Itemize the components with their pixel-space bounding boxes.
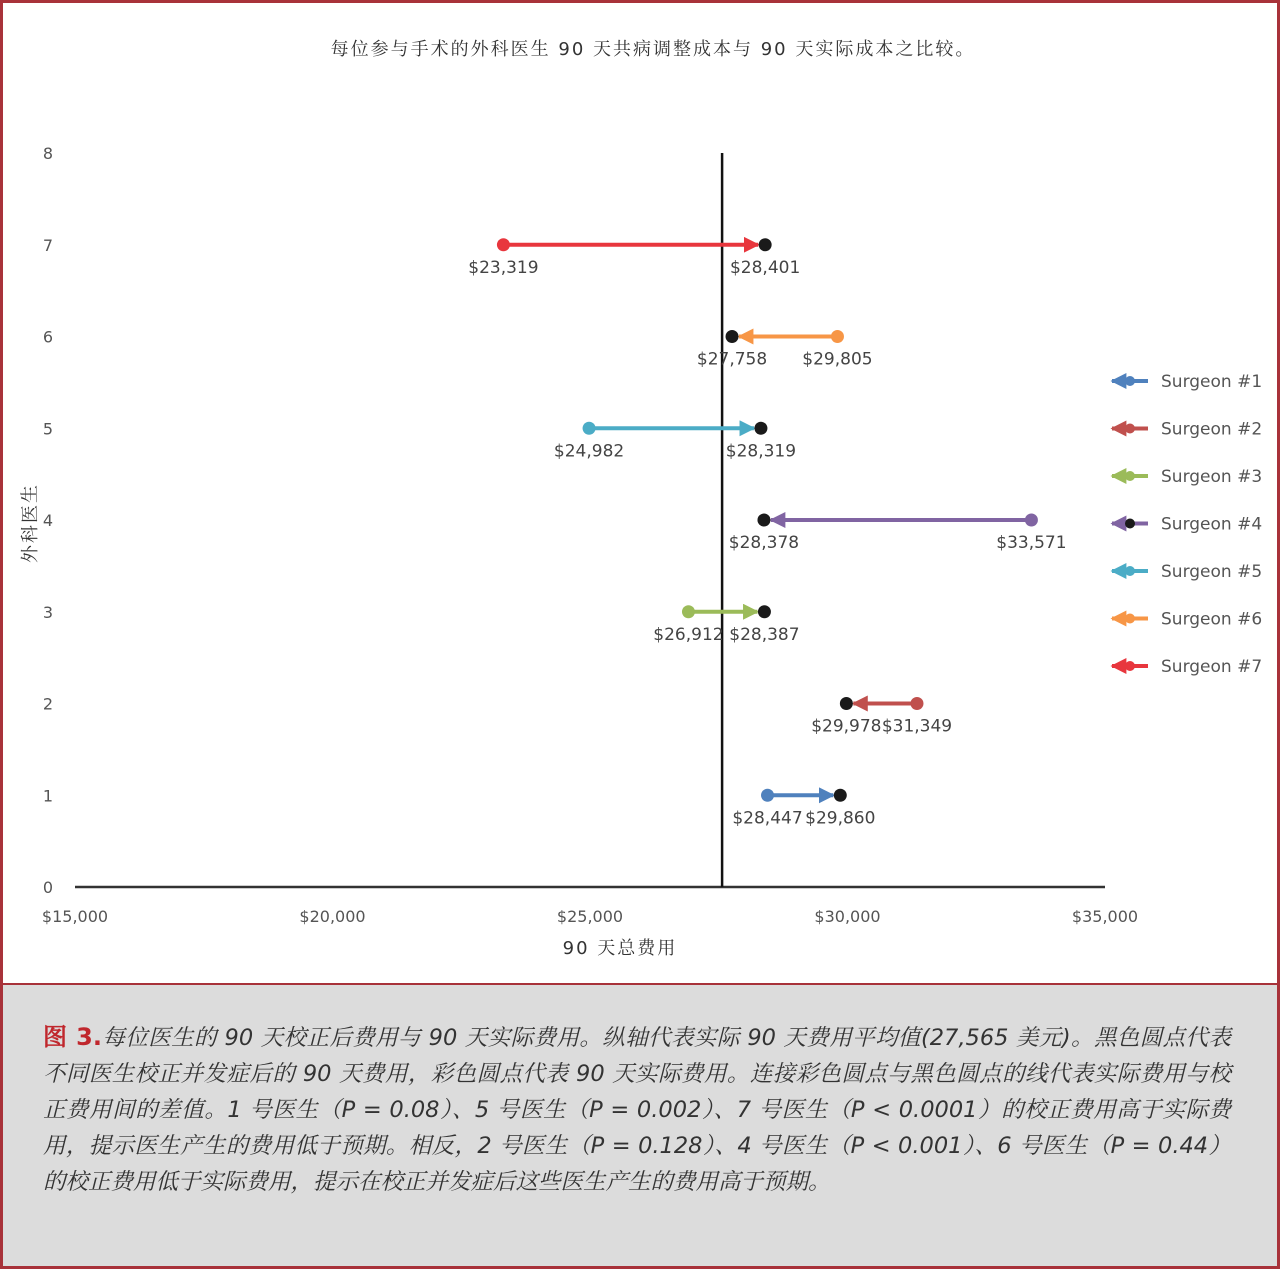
adjusted-cost-label: $28,319 — [725, 441, 797, 462]
y-tick-label: 5 — [42, 419, 54, 439]
legend — [1112, 372, 1262, 677]
adjusted-cost-point — [759, 238, 772, 251]
adjusted-cost-label: $28,401 — [729, 257, 801, 278]
x-axis-title: 90 天总费用 — [562, 938, 678, 959]
actual-cost-point — [761, 789, 774, 802]
chart — [3, 3, 1277, 983]
legend-swatch-dot — [1125, 376, 1135, 386]
adjusted-cost-point — [758, 605, 771, 618]
legend-item — [1112, 515, 1262, 535]
adjusted-cost-label: $27,758 — [696, 349, 768, 370]
legend-item — [1112, 372, 1262, 392]
legend-label: Surgeon #1 — [1161, 372, 1263, 392]
actual-cost-label: $23,319 — [468, 257, 539, 278]
adjusted-cost-label: $28,387 — [729, 624, 800, 645]
legend-swatch-dot — [1125, 519, 1135, 529]
legend-swatch-dot — [1125, 471, 1135, 481]
legend-item — [1112, 467, 1262, 487]
adjusted-cost-point — [757, 514, 770, 527]
actual-cost-label: $31,349 — [881, 716, 953, 737]
legend-item — [1112, 610, 1262, 630]
chart-title: 每位参与手术的外科医生 90 天共病调整成本与 90 天实际成本之比较。 — [330, 39, 976, 60]
actual-cost-label: $29,805 — [802, 349, 873, 370]
legend-item — [1112, 657, 1262, 677]
figure-label: 图 3. — [43, 1023, 102, 1051]
adjusted-cost-label: $28,378 — [728, 533, 800, 553]
y-tick-label: 6 — [42, 327, 54, 347]
x-tick-label: $35,000 — [1071, 907, 1139, 926]
y-tick-label: 8 — [42, 144, 54, 163]
legend-label: Surgeon #2 — [1161, 419, 1263, 440]
x-tick-label: $30,000 — [814, 907, 881, 926]
x-tick-label: $20,000 — [299, 907, 366, 926]
adjusted-cost-point — [726, 330, 739, 343]
y-tick-label: 7 — [42, 235, 54, 255]
y-tick-label: 2 — [42, 694, 54, 714]
legend-label: Surgeon #3 — [1161, 467, 1263, 487]
actual-cost-point — [497, 238, 510, 251]
x-tick-label: $15,000 — [41, 907, 109, 926]
adjusted-cost-point — [754, 422, 767, 435]
legend-swatch-dot — [1125, 566, 1135, 576]
actual-cost-point — [910, 697, 923, 710]
legend-item — [1112, 562, 1262, 582]
actual-cost-point — [682, 605, 695, 618]
legend-swatch-dot — [1125, 661, 1135, 671]
actual-cost-point — [1025, 514, 1038, 527]
adjusted-cost-label: $29,860 — [805, 808, 876, 829]
adjusted-cost-point — [834, 789, 847, 802]
legend-label: Surgeon #6 — [1161, 609, 1263, 630]
y-tick-label: 3 — [42, 602, 54, 622]
actual-cost-point — [583, 422, 596, 435]
legend-swatch-dot — [1125, 424, 1135, 434]
actual-cost-label: $33,571 — [996, 533, 1067, 553]
legend-label: Surgeon #7 — [1161, 657, 1263, 677]
axes — [42, 144, 1138, 926]
y-tick-label: 1 — [42, 786, 54, 806]
adjusted-cost-label: $29,978 — [811, 716, 882, 737]
plot-marks — [468, 238, 1066, 828]
caption-body: 每位医生的 90 天校正后费用与 90 天实际费用。纵轴代表实际 90 天费用平均值(27,565 美元)。黑色圆点代表不同医生校正并发症后的 90 天费用，彩色圆点代表 90 天实际费用。连接彩色圆点与黑色圆点的线代表实际费用与校正费用间的差值。1 号医生（P = 0.08）、5 号医生（P = 0.002）、7 号医生（P < 0.0001）的校正费用高于实际费用，提示医生产生的费用低于预期。相反，2 号医生（P = 0.128）、4 号医生（P < 0.001）、6 号医生（P = 0.44）的校正费用低于实际费用，提示在校正并发症后这些医生产生的费用高于预期。 — [43, 1025, 1232, 1195]
legend-label: Surgeon #5 — [1161, 562, 1263, 582]
y-axis-title: 外科医生 — [20, 483, 41, 563]
y-tick-label: 0 — [42, 878, 54, 897]
actual-cost-label: $24,982 — [553, 441, 625, 462]
legend-swatch-dot — [1125, 614, 1135, 624]
caption-panel — [3, 983, 1277, 1266]
legend-label: Surgeon #4 — [1161, 514, 1263, 535]
legend-item — [1112, 420, 1262, 440]
actual-cost-label: $28,447 — [732, 808, 803, 829]
x-tick-label: $25,000 — [556, 907, 624, 926]
actual-cost-label: $26,912 — [653, 624, 724, 645]
figure-caption — [43, 1019, 1231, 1200]
y-tick-label: 4 — [42, 511, 54, 530]
adjusted-cost-point — [840, 697, 853, 710]
actual-cost-point — [831, 330, 844, 343]
